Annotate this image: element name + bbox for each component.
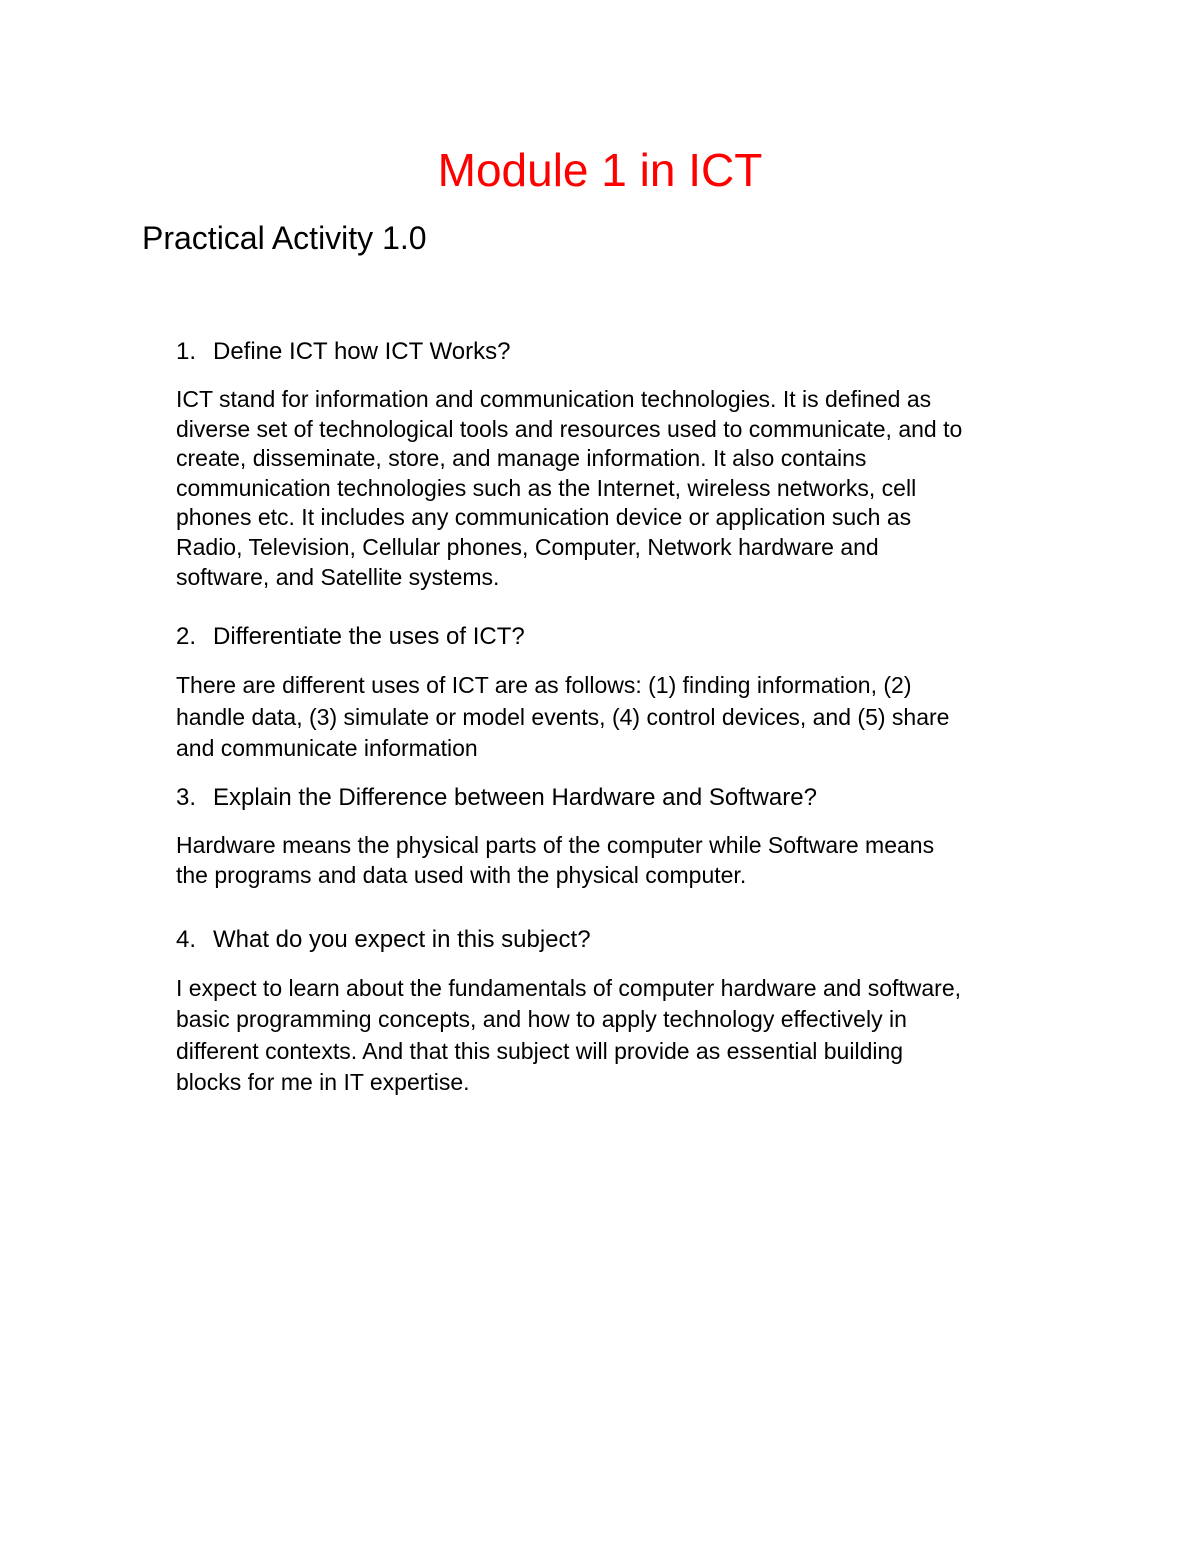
- question-number: 2.: [176, 623, 197, 650]
- answer-line: Hardware means the physical parts of the computer while Software means: [176, 832, 935, 858]
- question-text: Differentiate the uses of ICT?: [213, 623, 525, 650]
- answer-line: communication technologies such as the Internet, wireless networks, cell: [176, 474, 917, 501]
- answer-line: handle data, (3) simulate or model events, (4) control devices, and (5) share: [176, 703, 950, 730]
- page-title: Module 1 in ICT: [437, 144, 763, 196]
- answer-paragraph-2: [176, 670, 1076, 765]
- answer-line: phones etc. It includes any communication device or application such as: [176, 504, 912, 531]
- question-text: What do you expect in this subject?: [213, 926, 591, 953]
- question-number: 3.: [176, 784, 197, 811]
- answer-line: Radio, Television, Cellular phones, Computer, Network hardware and: [176, 533, 879, 560]
- answer-line: ICT stand for information and communication technologies. It is defined as: [176, 386, 932, 412]
- answer-paragraph-1: [176, 385, 1076, 592]
- answer-line: different contexts. And that this subject will provide as essential building: [176, 1037, 904, 1064]
- answer-line: I expect to learn about the fundamentals of computer hardware and software,: [176, 975, 962, 1001]
- answer-line: diverse set of technological tools and resources used to communicate, and to: [176, 415, 963, 442]
- page-subtitle: Practical Activity 1.0: [142, 220, 427, 256]
- answer-line: There are different uses of ICT are as follows: (1) finding information, (2): [176, 672, 912, 698]
- question-heading-1: [176, 337, 510, 367]
- question-number: 1.: [176, 338, 197, 365]
- question-heading-3: [176, 783, 817, 813]
- answer-line: create, disseminate, store, and manage information. It also contains: [176, 445, 867, 472]
- answer-paragraph-4: [176, 973, 1076, 1098]
- question-text: Define ICT how ICT Works?: [213, 338, 511, 365]
- question-heading-2: [176, 622, 525, 652]
- answer-line: basic programming concepts, and how to apply technology effectively in: [176, 1006, 907, 1033]
- question-heading-4: [176, 925, 591, 955]
- answer-line: blocks for me in IT expertise.: [176, 1068, 470, 1095]
- answer-line: and communicate information: [176, 735, 478, 761]
- answer-line: the programs and data used with the physical computer.: [176, 861, 747, 888]
- question-text: Explain the Difference between Hardware and Software?: [213, 784, 817, 811]
- answer-paragraph-3: [176, 831, 1076, 890]
- answer-line: software, and Satellite systems.: [176, 563, 500, 590]
- question-number: 4.: [176, 926, 197, 953]
